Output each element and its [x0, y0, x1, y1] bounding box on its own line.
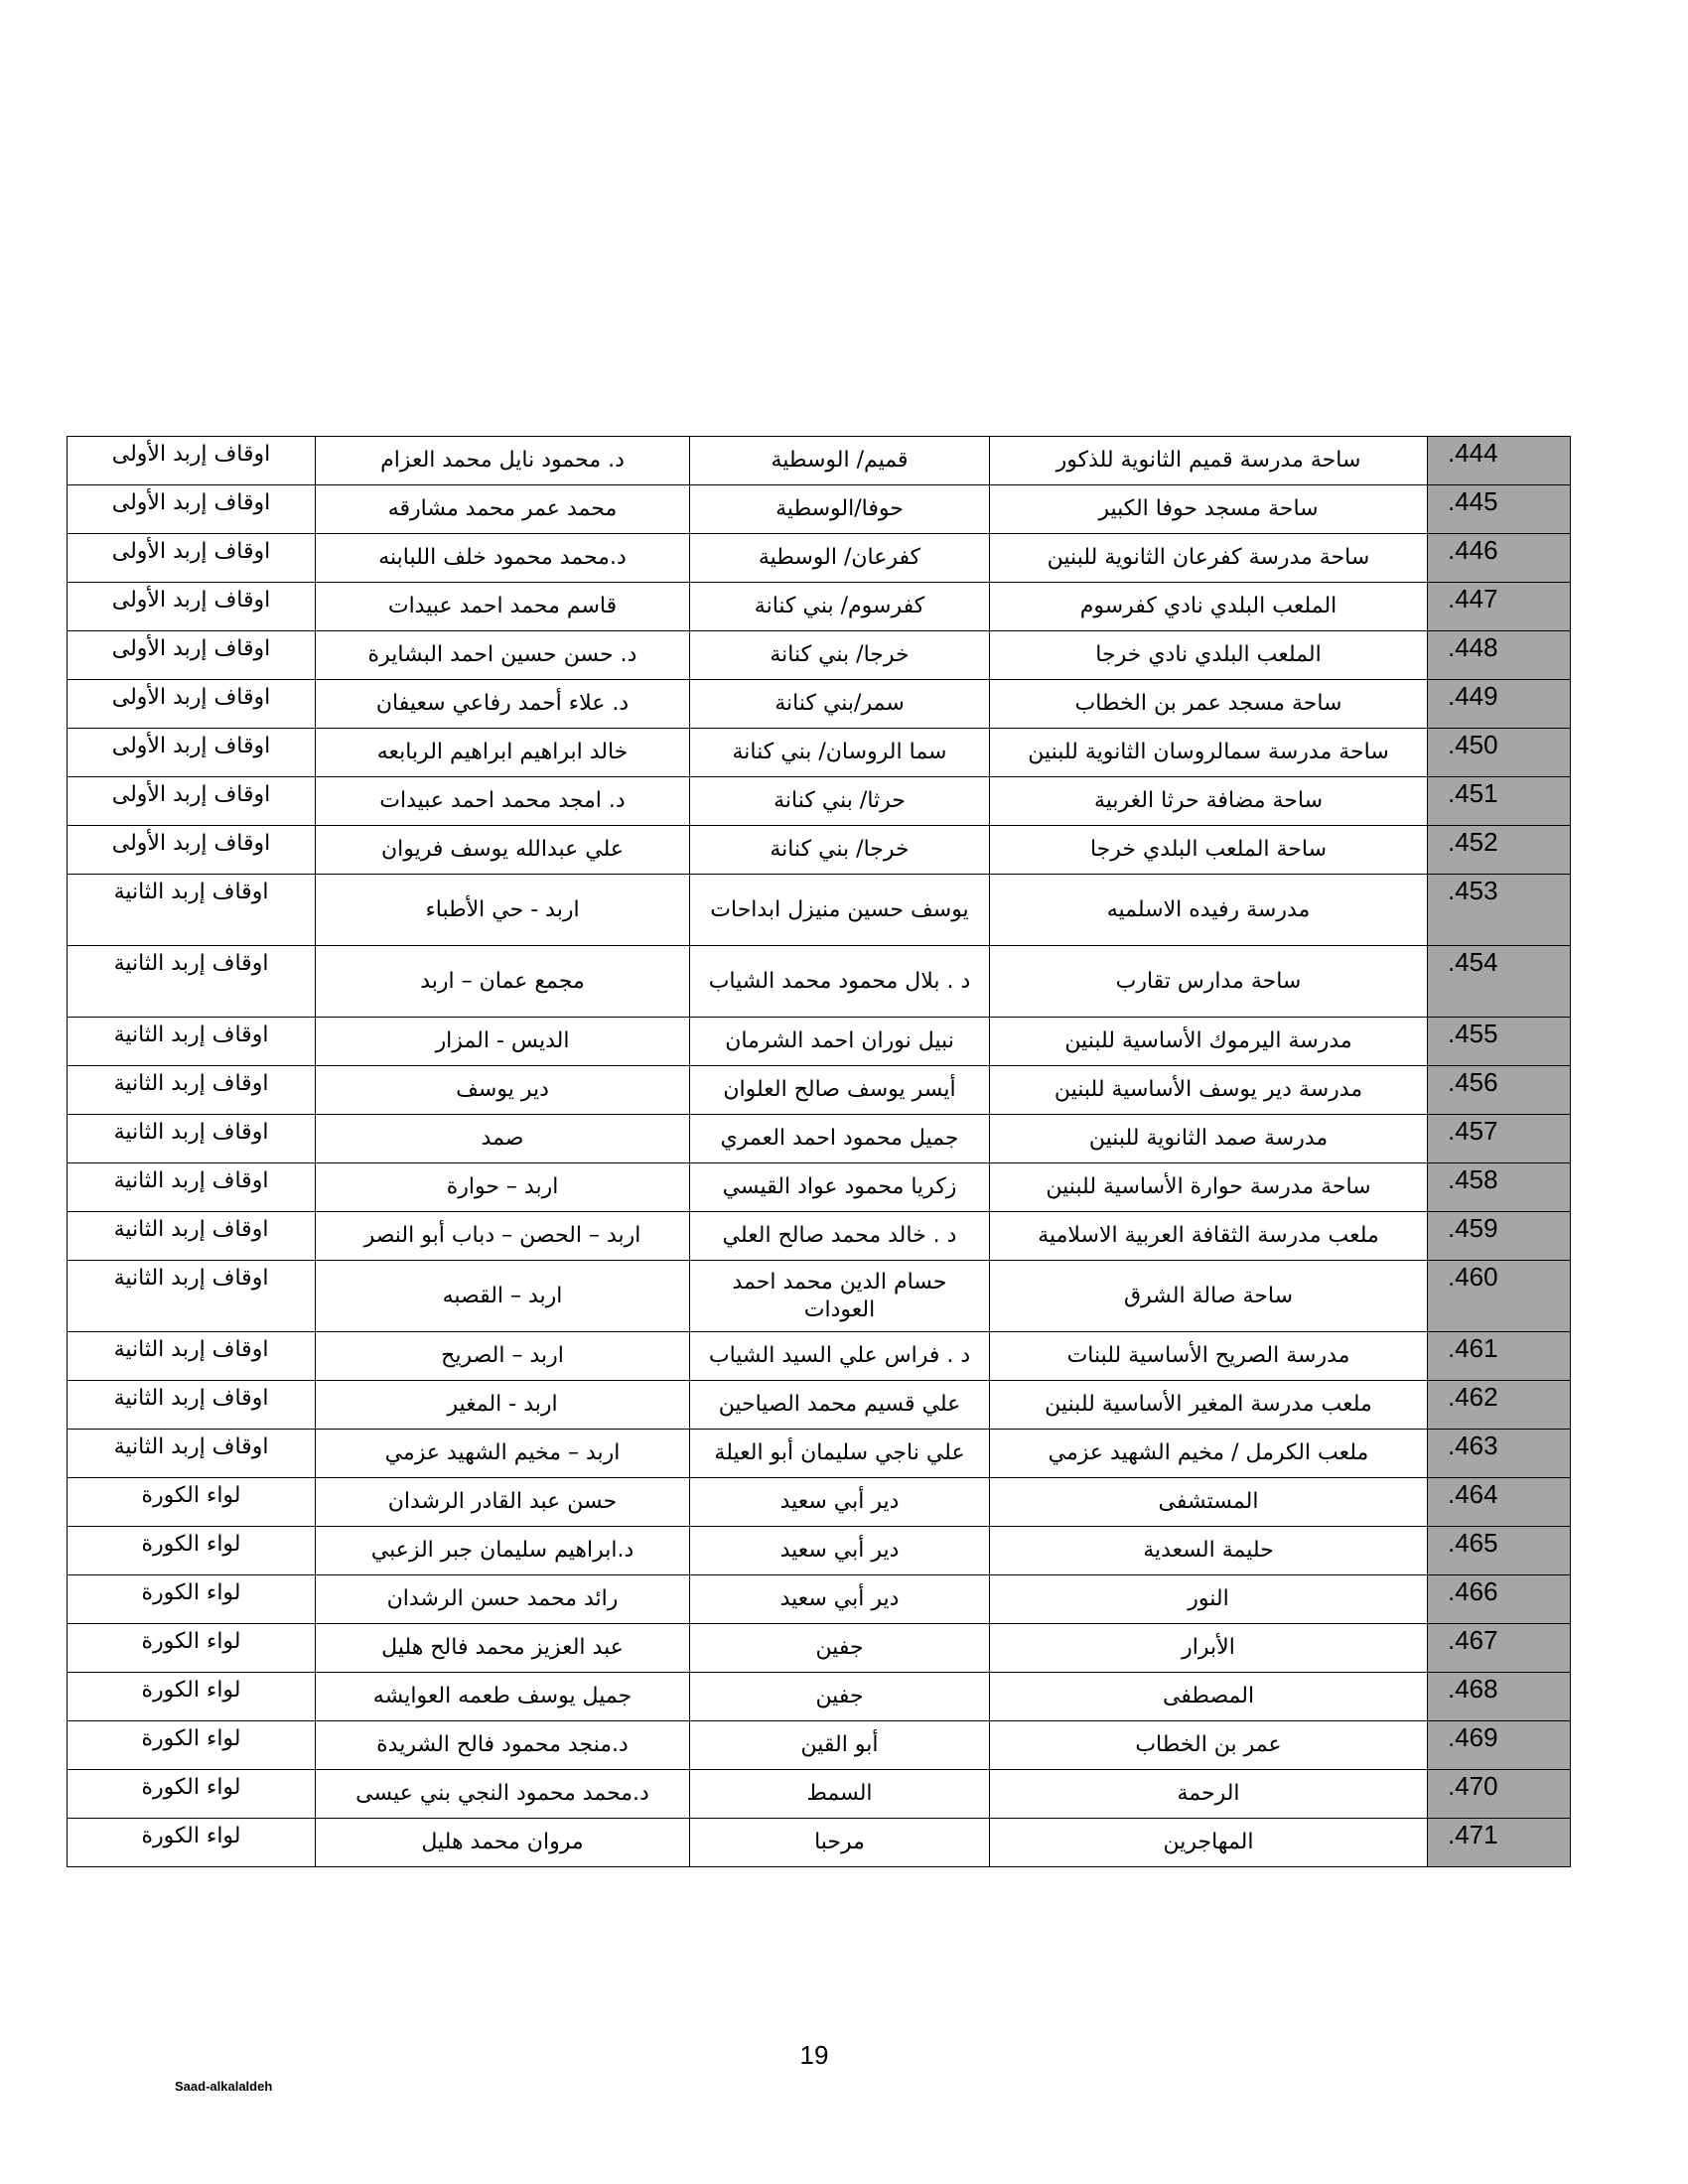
table-row [68, 1018, 1571, 1066]
table-row [68, 1575, 1571, 1624]
cell-directorate: اوقاف إربد الأولى [68, 485, 316, 534]
table-row [68, 1819, 1571, 1867]
cell-area: خرجا/ بني كنانة [690, 826, 990, 875]
cell-place: ساحة مدرسة قميم الثانوية للذكور [990, 437, 1428, 485]
cell-person: د. علاء أحمد رفاعي سعيفان [316, 680, 690, 729]
cell-area: د . بلال محمود محمد الشياب [690, 946, 990, 1018]
cell-directorate: اوقاف إربد الأولى [68, 729, 316, 777]
table-row [68, 1066, 1571, 1115]
cell-directorate: اوقاف إربد الثانية [68, 1430, 316, 1478]
table-row [68, 680, 1571, 729]
cell-person: د.ابراهيم سليمان جبر الزعبي [316, 1527, 690, 1575]
cell-place: المستشفى [990, 1478, 1428, 1527]
cell-area: خرجا/ بني كنانة [690, 631, 990, 680]
cell-place: عمر بن الخطاب [990, 1721, 1428, 1770]
cell-directorate: اوقاف إربد الثانية [68, 946, 316, 1018]
cell-person: اربد – القصبه [316, 1261, 690, 1332]
cell-number: .445 [1428, 485, 1571, 534]
table-row [68, 1721, 1571, 1770]
cell-directorate: اوقاف إربد الثانية [68, 1332, 316, 1381]
cell-area: علي قسيم محمد الصياحين [690, 1381, 990, 1430]
cell-place: ساحة مضافة حرثا الغربية [990, 777, 1428, 826]
cell-directorate: اوقاف إربد الأولى [68, 583, 316, 631]
cell-place: ملعب مدرسة الثقافة العربية الاسلامية [990, 1212, 1428, 1261]
cell-directorate: اوقاف إربد الأولى [68, 437, 316, 485]
cell-person: صمد [316, 1115, 690, 1163]
table-row [68, 1478, 1571, 1527]
table-row [68, 826, 1571, 875]
table-row [68, 485, 1571, 534]
cell-place: ساحة الملعب البلدي خرجا [990, 826, 1428, 875]
table-row [68, 1115, 1571, 1163]
cell-place: الأبرار [990, 1624, 1428, 1673]
cell-person: رائد محمد حسن الرشدان [316, 1575, 690, 1624]
cell-directorate: لواء الكورة [68, 1527, 316, 1575]
cell-directorate: اوقاف إربد الأولى [68, 534, 316, 583]
cell-area: مرحبا [690, 1819, 990, 1867]
cell-person: د.محمد محمود النجي بني عيسى [316, 1770, 690, 1819]
table-row [68, 1332, 1571, 1381]
cell-number: .453 [1428, 875, 1571, 946]
cell-area: جميل محمود احمد العمري [690, 1115, 990, 1163]
cell-directorate: اوقاف إربد الثانية [68, 1381, 316, 1430]
table-row [68, 1212, 1571, 1261]
cell-number: .464 [1428, 1478, 1571, 1527]
table-row [68, 437, 1571, 485]
cell-person: د. حسن حسين احمد البشايرة [316, 631, 690, 680]
cell-place: ساحة مسجد عمر بن الخطاب [990, 680, 1428, 729]
cell-place: حليمة السعدية [990, 1527, 1428, 1575]
cell-number: .455 [1428, 1018, 1571, 1066]
cell-place: مدرسة اليرموك الأساسية للبنين [990, 1018, 1428, 1066]
cell-number: .456 [1428, 1066, 1571, 1115]
cell-directorate: لواء الكورة [68, 1624, 316, 1673]
cell-person: مروان محمد هليل [316, 1819, 690, 1867]
cell-number: .463 [1428, 1430, 1571, 1478]
cell-place: ساحة صالة الشرق [990, 1261, 1428, 1332]
cell-number: .452 [1428, 826, 1571, 875]
cell-area: د . فراس علي السيد الشياب [690, 1332, 990, 1381]
cell-directorate: اوقاف إربد الأولى [68, 777, 316, 826]
cell-place: مدرسة دير يوسف الأساسية للبنين [990, 1066, 1428, 1115]
cell-directorate: لواء الكورة [68, 1575, 316, 1624]
cell-directorate: اوقاف إربد الأولى [68, 826, 316, 875]
table-row [68, 1163, 1571, 1212]
cell-place: النور [990, 1575, 1428, 1624]
table-row [68, 1527, 1571, 1575]
cell-area: نبيل نوران احمد الشرمان [690, 1018, 990, 1066]
cell-area: سما الروسان/ بني كنانة [690, 729, 990, 777]
cell-person: د.محمد محمود خلف اللبابنه [316, 534, 690, 583]
cell-directorate: اوقاف إربد الثانية [68, 1066, 316, 1115]
cell-area: أبو القين [690, 1721, 990, 1770]
table-row [68, 631, 1571, 680]
cell-number: .468 [1428, 1673, 1571, 1721]
table-row [68, 777, 1571, 826]
cell-number: .465 [1428, 1527, 1571, 1575]
cell-area: دير أبي سعيد [690, 1575, 990, 1624]
cell-person: عبد العزيز محمد فالح هليل [316, 1624, 690, 1673]
cell-area: كفرعان/ الوسطية [690, 534, 990, 583]
cell-place: ساحة مدرسة كفرعان الثانوية للبنين [990, 534, 1428, 583]
table-row [68, 875, 1571, 946]
cell-person: اربد - المغير [316, 1381, 690, 1430]
cell-directorate: اوقاف إربد الثانية [68, 1261, 316, 1332]
cell-number: .457 [1428, 1115, 1571, 1163]
cell-directorate: اوقاف إربد الثانية [68, 1163, 316, 1212]
cell-number: .470 [1428, 1770, 1571, 1819]
cell-person: د.منجد محمود فالح الشريدة [316, 1721, 690, 1770]
cell-person: د. محمود نايل محمد العزام [316, 437, 690, 485]
cell-directorate: اوقاف إربد الثانية [68, 875, 316, 946]
cell-number: .459 [1428, 1212, 1571, 1261]
prayer-grounds-table [67, 436, 1571, 1867]
cell-area: علي ناجي سليمان أبو العيلة [690, 1430, 990, 1478]
cell-person: خالد ابراهيم ابراهيم الربابعه [316, 729, 690, 777]
cell-place: ملعب الكرمل / مخيم الشهيد عزمي [990, 1430, 1428, 1478]
cell-person: جميل يوسف طعمه العوايشه [316, 1673, 690, 1721]
cell-person: قاسم محمد احمد عبيدات [316, 583, 690, 631]
cell-place: الملعب البلدي نادي خرجا [990, 631, 1428, 680]
table-row [68, 1624, 1571, 1673]
cell-directorate: لواء الكورة [68, 1478, 316, 1527]
cell-person: الديس - المزار [316, 1018, 690, 1066]
cell-number: .451 [1428, 777, 1571, 826]
cell-number: .469 [1428, 1721, 1571, 1770]
cell-directorate: لواء الكورة [68, 1770, 316, 1819]
cell-number: .462 [1428, 1381, 1571, 1430]
cell-number: .460 [1428, 1261, 1571, 1332]
cell-directorate: اوقاف إربد الأولى [68, 680, 316, 729]
cell-number: .449 [1428, 680, 1571, 729]
table-row [68, 1381, 1571, 1430]
cell-number: .446 [1428, 534, 1571, 583]
cell-person: محمد عمر محمد مشارقه [316, 485, 690, 534]
cell-person: د. امجد محمد احمد عبيدات [316, 777, 690, 826]
cell-place: مدرسة صمد الثانوية للبنين [990, 1115, 1428, 1163]
cell-number: .461 [1428, 1332, 1571, 1381]
cell-directorate: لواء الكورة [68, 1819, 316, 1867]
table-row [68, 583, 1571, 631]
table-row [68, 1261, 1571, 1332]
table-row [68, 946, 1571, 1018]
table-body [68, 437, 1571, 1867]
cell-number: .448 [1428, 631, 1571, 680]
cell-directorate: اوقاف إربد الثانية [68, 1212, 316, 1261]
cell-area: أيسر يوسف صالح العلوان [690, 1066, 990, 1115]
cell-directorate: لواء الكورة [68, 1721, 316, 1770]
cell-number: .447 [1428, 583, 1571, 631]
cell-place: ساحة مدرسة سمالروسان الثانوية للبنين [990, 729, 1428, 777]
page-number: 19 [799, 2040, 829, 2070]
cell-area: كفرسوم/ بني كنانة [690, 583, 990, 631]
cell-person: اربد – الصريح [316, 1332, 690, 1381]
cell-area: د . خالد محمد صالح العلي [690, 1212, 990, 1261]
cell-area: قميم/ الوسطية [690, 437, 990, 485]
cell-person: اربد – حوارة [316, 1163, 690, 1212]
cell-number: .454 [1428, 946, 1571, 1018]
cell-area: حسام الدين محمد احمد العودات [690, 1261, 990, 1332]
cell-place: مدرسة الصريح الأساسية للبنات [990, 1332, 1428, 1381]
table-row [68, 534, 1571, 583]
cell-area: سمر/بني كنانة [690, 680, 990, 729]
cell-number: .458 [1428, 1163, 1571, 1212]
cell-area: دير أبي سعيد [690, 1478, 990, 1527]
cell-place: ساحة مدارس تقارب [990, 946, 1428, 1018]
cell-area: يوسف حسين منيزل ابداحات [690, 875, 990, 946]
cell-place: ملعب مدرسة المغير الأساسية للبنين [990, 1381, 1428, 1430]
cell-place: مدرسة رفيده الاسلميه [990, 875, 1428, 946]
cell-area: حوفا/الوسطية [690, 485, 990, 534]
cell-person: حسن عبد القادر الرشدان [316, 1478, 690, 1527]
cell-person: اربد – الحصن – دباب أبو النصر [316, 1212, 690, 1261]
cell-number: .471 [1428, 1819, 1571, 1867]
cell-place: ساحة مسجد حوفا الكبير [990, 485, 1428, 534]
cell-area: حرثا/ بني كنانة [690, 777, 990, 826]
cell-area: السمط [690, 1770, 990, 1819]
cell-person: اربد – مخيم الشهيد عزمي [316, 1430, 690, 1478]
cell-directorate: اوقاف إربد الأولى [68, 631, 316, 680]
footer-author: Saad-alkalaldeh [175, 2079, 273, 2094]
cell-directorate: اوقاف إربد الثانية [68, 1018, 316, 1066]
cell-area: دير أبي سعيد [690, 1527, 990, 1575]
cell-person: مجمع عمان – اربد [316, 946, 690, 1018]
table-row [68, 1430, 1571, 1478]
cell-place: الملعب البلدي نادي كفرسوم [990, 583, 1428, 631]
cell-area: جفين [690, 1673, 990, 1721]
cell-person: دير يوسف [316, 1066, 690, 1115]
cell-area: زكريا محمود عواد القيسي [690, 1163, 990, 1212]
cell-area: جفين [690, 1624, 990, 1673]
cell-person: اربد - حي الأطباء [316, 875, 690, 946]
cell-number: .467 [1428, 1624, 1571, 1673]
cell-number: .444 [1428, 437, 1571, 485]
cell-place: الرحمة [990, 1770, 1428, 1819]
cell-directorate: لواء الكورة [68, 1673, 316, 1721]
table-row [68, 1673, 1571, 1721]
table-row [68, 1770, 1571, 1819]
cell-directorate: اوقاف إربد الثانية [68, 1115, 316, 1163]
cell-place: المهاجرين [990, 1819, 1428, 1867]
cell-place: ساحة مدرسة حوارة الأساسية للبنين [990, 1163, 1428, 1212]
table-row [68, 729, 1571, 777]
cell-place: المصطفى [990, 1673, 1428, 1721]
cell-number: .450 [1428, 729, 1571, 777]
cell-number: .466 [1428, 1575, 1571, 1624]
cell-person: علي عبدالله يوسف فريوان [316, 826, 690, 875]
